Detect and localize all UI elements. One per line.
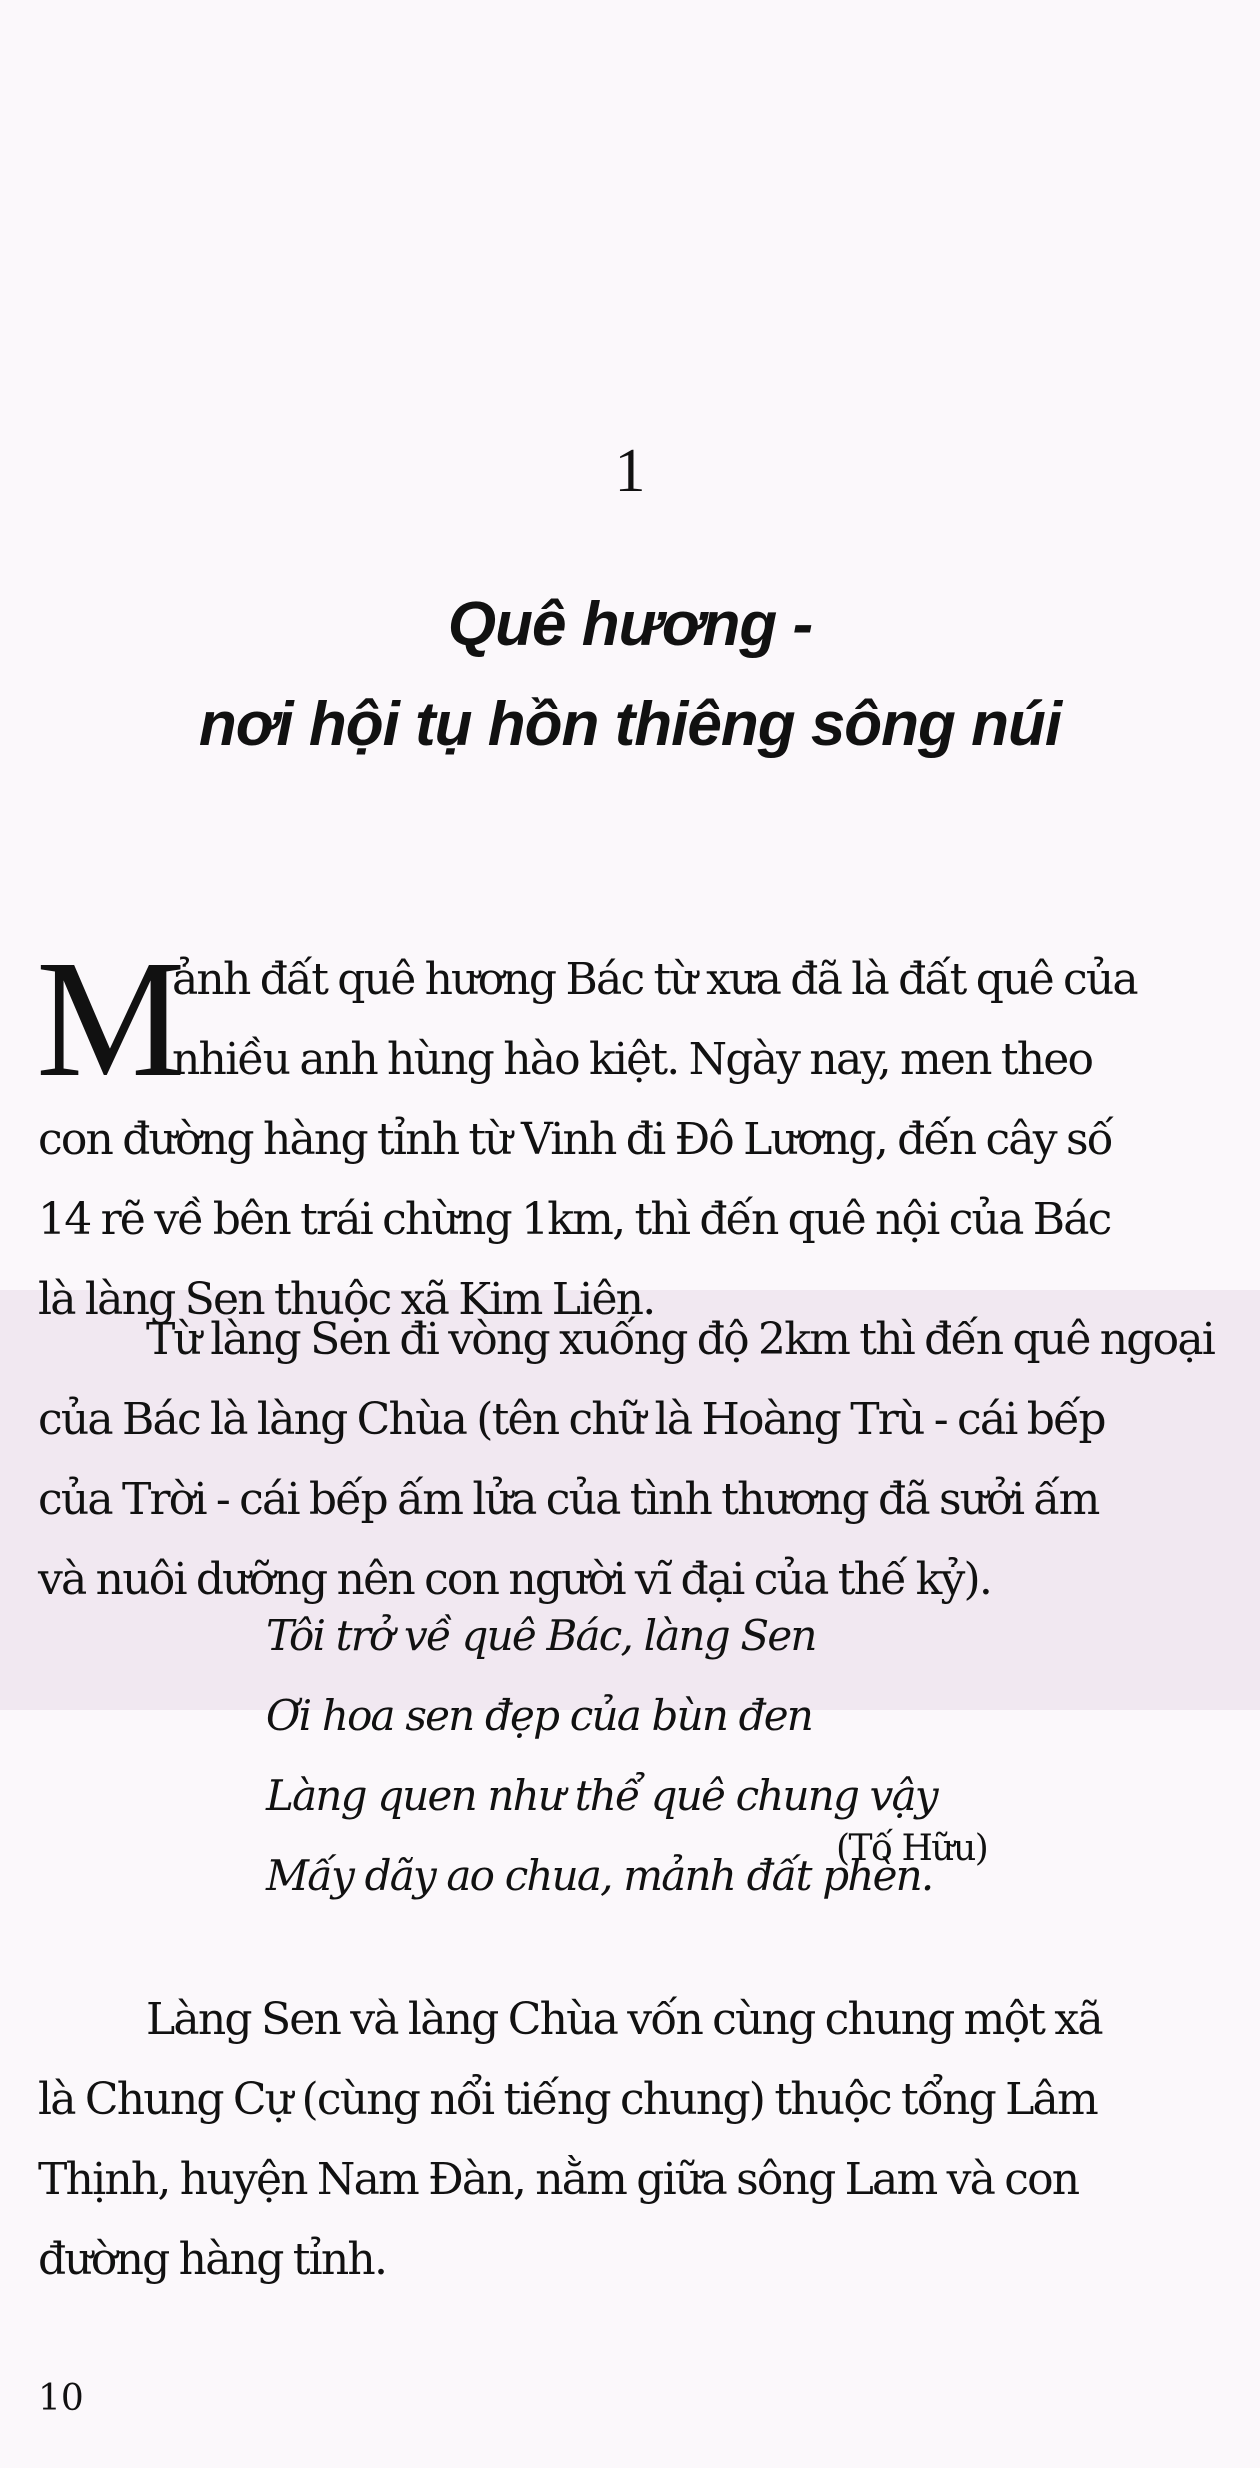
chapter-title [0, 575, 1260, 775]
chapter-title-line-2: nơi hội tụ hồn thiêng sông núi [198, 690, 1062, 759]
paragraph-line: đường hàng tỉnh. [38, 2234, 387, 2285]
chapter-title-line-1: Quê hương - [447, 590, 813, 659]
paragraph-line: nhiều anh hùng hào kiệt. Ngày nay, men theo [172, 1034, 1093, 1085]
paragraph-line: 14 rẽ về bên trái chừng 1km, thì đến quê nội của Bác [38, 1194, 1111, 1245]
paragraph-line: Làng Sen và làng Chùa vốn cùng chung một xã [146, 1994, 1102, 2045]
paragraph-line: là làng Sen thuộc xã Kim Liên. [38, 1274, 655, 1325]
paragraph-line: ảnh đất quê hương Bác từ xưa đã là đất quê của [172, 954, 1137, 1005]
paragraph-line: của Trời - cái bếp ấm lửa của tình thương đã sưởi ấm [38, 1474, 1099, 1525]
drop-cap: M [36, 926, 186, 1112]
paragraph-line: là Chung Cự (cùng nổi tiếng chung) thuộc tổng Lâm [38, 2074, 1097, 2125]
chapter-number: 1 [614, 437, 646, 505]
paragraph-line: của Bác là làng Chùa (tên chữ là Hoàng Trù - cái bếp [38, 1394, 1105, 1445]
paragraph-line: và nuôi dưỡng nên con người vĩ đại của thế kỷ). [38, 1554, 992, 1605]
paragraph-line: Từ làng Sen đi vòng xuống độ 2km thì đến quê ngoại [146, 1314, 1215, 1365]
paragraph-line: con đường hàng tỉnh từ Vinh đi Đô Lương, đến cây số [38, 1114, 1112, 1165]
poem-attribution: (Tố Hữu) [836, 1828, 988, 1869]
paragraph-3 [38, 1980, 1218, 2300]
poem-line: Tôi trở về quê Bác, làng Sen [266, 1611, 816, 1660]
poem-line: Mấy dãy ao chua, mảnh đất phèn. [266, 1851, 933, 1900]
paragraph-line: Thịnh, huyện Nam Đàn, nằm giữa sông Lam và con [38, 2154, 1079, 2205]
paragraph-2 [38, 1300, 1218, 1620]
poem-line: Ơi hoa sen đẹp của bùn đen [266, 1691, 813, 1740]
page-number: 10 [38, 2378, 84, 2419]
poem-line: Làng quen như thể quê chung vậy [266, 1771, 937, 1820]
